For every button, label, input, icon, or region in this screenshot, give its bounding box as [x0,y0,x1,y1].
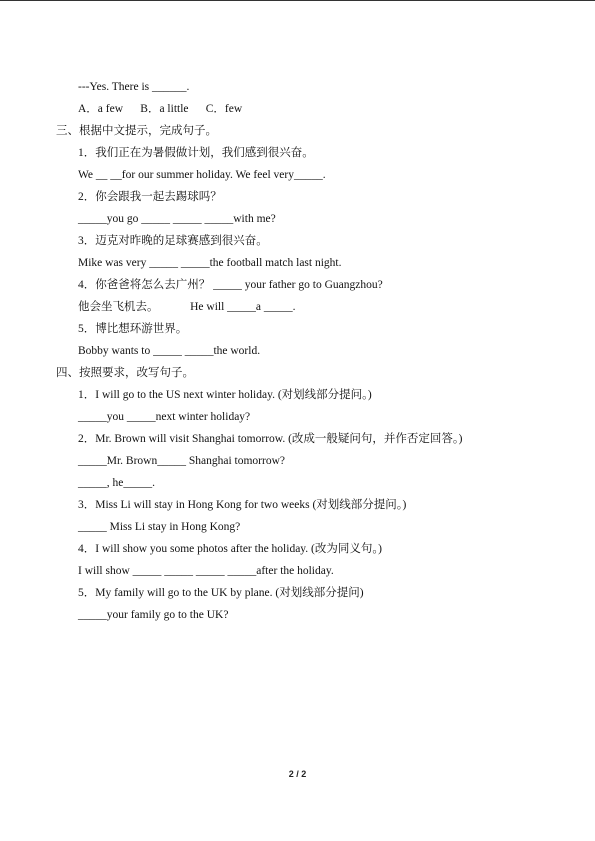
options-line: A．a few B．a little C．few [78,103,243,115]
section-3-heading: 三、根据中文提示，完成句子。 [56,125,217,137]
s4-q2-blank: _____Mr. Brown_____ Shanghai tomorrow? [78,455,285,467]
s3-q5-english: Bobby wants to _____ _____the world. [78,345,261,357]
s4-q1-blank: _____you _____next winter holiday? [78,411,251,423]
s4-q2-prompt: 2．Mr. Brown will visit Shanghai tomorrow. (改成一般疑问句，并作否定回答。) [78,433,463,445]
answer-line-yes-there-is: ---Yes. There is ______. [78,81,190,93]
s3-q5-chinese: 5．博比想环游世界。 [78,323,188,335]
s3-q2-chinese: 2．你会跟我一起去踢球吗？ [78,191,222,203]
section-4-heading: 四、按照要求，改写句子。 [56,367,194,379]
s4-q3-prompt: 3．Miss Li will stay in Hong Kong for two weeks (对划线部分提问。) [78,499,407,511]
page-number: 2 / 2 [288,769,307,779]
s4-q4-blank: I will show _____ _____ _____ _____after the holiday. [78,565,334,577]
s3-q1-english: We __ __for our summer holiday. We feel very_____. [78,169,326,181]
s3-q3-english: Mike was very _____ _____the football match last night. [78,257,342,269]
s3-q1-chinese: 1．我们正在为暑假做计划，我们感到很兴奋。 [78,147,314,159]
s4-q2-answer-blank: _____, he_____. [78,477,155,489]
s3-q3-chinese: 3．迈克对昨晚的足球赛感到很兴奋。 [78,235,268,247]
s3-q4-answer: 他会坐飞机去。 He will _____a _____. [78,301,296,313]
s4-q5-blank: _____your family go to the UK? [78,609,229,621]
s4-q1-prompt: 1．I will go to the US next winter holiday. (对划线部分提问。) [78,389,372,401]
s3-q2-english: _____you go _____ _____ _____with me? [78,213,276,225]
s4-q3-blank: _____ Miss Li stay in Hong Kong? [78,521,241,533]
s4-q5-prompt: 5．My family will go to the UK by plane. (对划线部分提问) [78,587,364,599]
s3-q4-question: 4．你爸爸将怎么去广州？ _____ your father go to Guangzhou? [78,279,383,291]
s4-q4-prompt: 4．I will show you some photos after the holiday. (改为同义句。) [78,543,382,555]
page-top-rule [0,0,595,1]
